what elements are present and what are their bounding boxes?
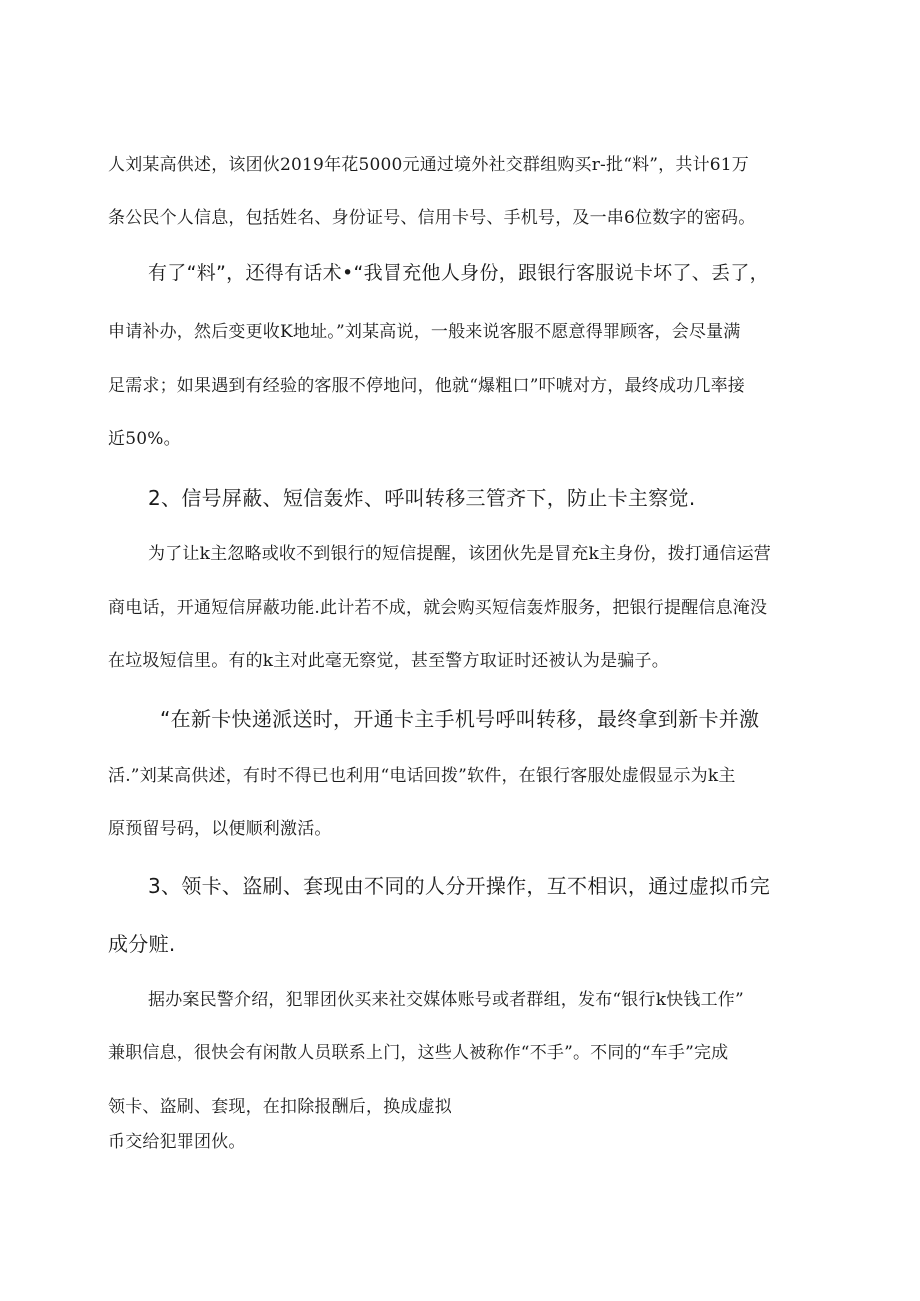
text-line: 足需求；如果遇到有经验的客服不停地问，他就“爆粗口”吓唬对方，最终成功几率接	[108, 376, 745, 396]
text-line: 币交给犯罪团伙。	[108, 1132, 246, 1152]
section-heading: 2、信号屏蔽、短信轰炸、呼叫转移三管齐下，防止卡主察觉.	[148, 486, 696, 510]
section-heading: 成分赃.	[108, 932, 176, 956]
text-line: 有了“料”，还得有话术•“我冒充他人身份，跟银行客服说卡坏了、丢了，	[148, 262, 769, 284]
text-line: 人刘某高供述，该团伙2019年花5000元通过境外社交群组购买r-批“料”，共计61万	[108, 155, 750, 175]
text-line: 申请补办，然后变更收K地址。”刘某高说，一般来说客服不愿意得罪顾客，会尽量满	[108, 322, 741, 342]
text-line: 领卡、盗刷、套现，在扣除报酬后，换成虚拟	[108, 1097, 452, 1117]
section-heading: 3、领卡、盗刷、套现由不同的人分开操作，互不相识，通过虚拟币完	[148, 874, 771, 898]
text-line: 条公民个人信息，包括姓名、身份证号、信用卡号、手机号，及一串6位数字的密码。	[108, 208, 756, 228]
text-line: “在新卡快递派送时，开通卡主手机号呼叫转移，最终拿到新卡并激	[160, 707, 760, 731]
text-line: 在垃圾短信里。有的k主对此毫无察觉，甚至警方取证时还被认为是骗子。	[108, 651, 669, 671]
text-line: 商电话，开通短信屏蔽功能.此计若不成，就会购买短信轰炸服务，把银行提醒信息淹没	[108, 598, 768, 618]
text-line: 活.”刘某高供述，有时不得已也利用“电话回拨”软件，在银行客服处虚假显示为k主	[108, 766, 736, 786]
text-line: 为了让k主忽略或收不到银行的短信提醒，该团伙先是冒充k主身份，拨打通信运营	[148, 544, 772, 564]
text-line: 原预留号码，以便顺利激活。	[108, 819, 332, 839]
text-line: 近50%。	[108, 429, 181, 449]
text-line: 据办案民警介绍，犯罪团伙买来社交媒体账号或者群组，发布“银行k快钱工作”	[148, 990, 744, 1010]
text-line: 兼职信息，很快会有闲散人员联系上门，这些人被称作“不手”。不同的“车手”完成	[108, 1043, 729, 1063]
